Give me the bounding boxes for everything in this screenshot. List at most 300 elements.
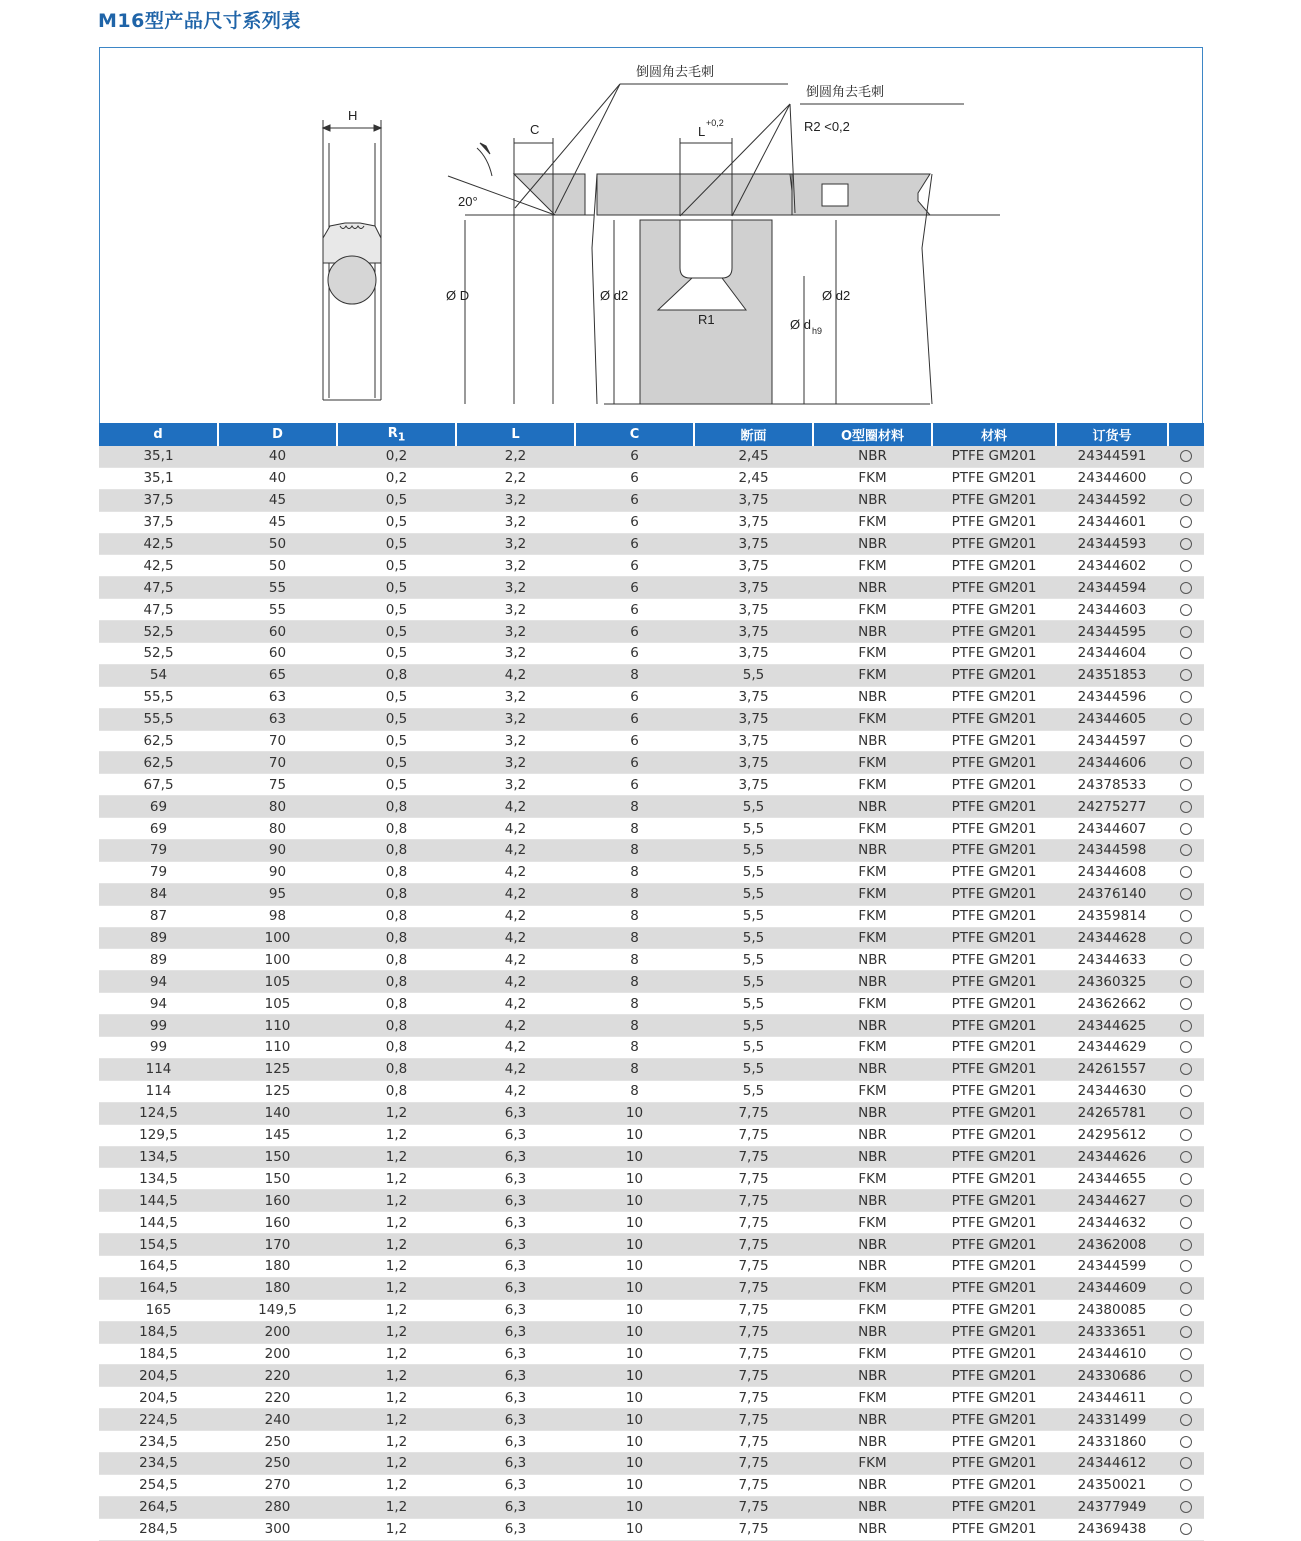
table-cell: NBR (813, 1234, 932, 1256)
table-cell: 70 (218, 730, 337, 752)
table-cell: 4,2 (456, 883, 575, 905)
row-marker (1168, 883, 1204, 905)
table-cell: PTFE GM201 (932, 1365, 1056, 1387)
table-cell: 200 (218, 1321, 337, 1343)
table-cell: 6,3 (456, 1234, 575, 1256)
table-cell: 55,5 (99, 686, 218, 708)
table-cell: 1,2 (337, 1234, 456, 1256)
table-cell: 3,2 (456, 752, 575, 774)
table-cell: 1,2 (337, 1212, 456, 1234)
row-marker (1168, 1124, 1204, 1146)
circle-icon (1180, 669, 1192, 681)
row-marker (1168, 686, 1204, 708)
circle-icon (1180, 516, 1192, 528)
col-header-section: 断面 (694, 423, 813, 446)
table-cell: 0,5 (337, 577, 456, 599)
table-cell: 160 (218, 1212, 337, 1234)
col-header-L: L (456, 423, 575, 446)
table-cell: 3,2 (456, 533, 575, 555)
table-cell: 3,2 (456, 708, 575, 730)
table-cell: 7,75 (694, 1124, 813, 1146)
col-header-C: C (575, 423, 694, 446)
table-cell: 54 (99, 664, 218, 686)
table-cell: 1,2 (337, 1146, 456, 1168)
table-row (99, 1146, 1204, 1168)
circle-icon (1180, 626, 1192, 638)
table-cell: 24344608 (1056, 861, 1168, 883)
table-cell: PTFE GM201 (932, 621, 1056, 643)
table-cell: 8 (575, 949, 694, 971)
table-cell: 4,2 (456, 861, 575, 883)
table-cell: PTFE GM201 (932, 818, 1056, 840)
row-marker (1168, 1168, 1204, 1190)
table-cell: 0,2 (337, 446, 456, 467)
circle-icon (1180, 823, 1192, 835)
table-cell: 1,2 (337, 1299, 456, 1321)
table-cell: 0,5 (337, 752, 456, 774)
table-cell: 184,5 (99, 1321, 218, 1343)
table-cell: 0,2 (337, 467, 456, 489)
table-cell: PTFE GM201 (932, 1102, 1056, 1124)
table-cell: 24344596 (1056, 686, 1168, 708)
table-cell: 6 (575, 774, 694, 796)
table-cell: 220 (218, 1387, 337, 1409)
table-cell: FKM (813, 883, 932, 905)
table-cell: FKM (813, 861, 932, 883)
table-cell: NBR (813, 1409, 932, 1431)
table-cell: 3,75 (694, 511, 813, 533)
table-cell: 7,75 (694, 1496, 813, 1518)
table-cell: 3,75 (694, 533, 813, 555)
table-cell: 67,5 (99, 774, 218, 796)
table-row (99, 1037, 1204, 1059)
row-marker (1168, 1321, 1204, 1343)
table-cell: 3,75 (694, 708, 813, 730)
table-cell: 6 (575, 577, 694, 599)
table-cell: FKM (813, 1212, 932, 1234)
row-marker (1168, 446, 1204, 467)
table-cell: 24344593 (1056, 533, 1168, 555)
row-marker (1168, 467, 1204, 489)
table-cell: PTFE GM201 (932, 1409, 1056, 1431)
table-cell: NBR (813, 1474, 932, 1496)
table-cell: 1,2 (337, 1496, 456, 1518)
table-cell: 5,5 (694, 1015, 813, 1037)
table-cell: NBR (813, 1190, 932, 1212)
table-cell: 10 (575, 1452, 694, 1474)
table-cell: 24377949 (1056, 1496, 1168, 1518)
table-cell: 3,75 (694, 730, 813, 752)
table-cell: 24378533 (1056, 774, 1168, 796)
row-marker (1168, 555, 1204, 577)
circle-icon (1180, 647, 1192, 659)
table-cell: 8 (575, 1037, 694, 1059)
table-cell: 2,45 (694, 467, 813, 489)
table-cell: 1,2 (337, 1474, 456, 1496)
table-cell: 24380085 (1056, 1299, 1168, 1321)
table-cell: 6,3 (456, 1452, 575, 1474)
table-cell: PTFE GM201 (932, 730, 1056, 752)
table-cell: 4,2 (456, 905, 575, 927)
table-cell: 5,5 (694, 840, 813, 862)
table-cell: 1,2 (337, 1343, 456, 1365)
table-cell: NBR (813, 1255, 932, 1277)
table-cell: 6,3 (456, 1146, 575, 1168)
row-marker (1168, 1496, 1204, 1518)
table-cell: 1,2 (337, 1452, 456, 1474)
table-row (99, 971, 1204, 993)
table-cell: 6,3 (456, 1102, 575, 1124)
table-cell: PTFE GM201 (932, 796, 1056, 818)
table-cell: 4,2 (456, 927, 575, 949)
table-cell: 0,8 (337, 664, 456, 686)
table-cell: 94 (99, 971, 218, 993)
table-cell: 164,5 (99, 1255, 218, 1277)
table-cell: 45 (218, 511, 337, 533)
table-cell: PTFE GM201 (932, 1015, 1056, 1037)
label-angle: 20° (458, 194, 478, 209)
table-cell: PTFE GM201 (932, 861, 1056, 883)
row-marker (1168, 1474, 1204, 1496)
circle-icon (1180, 801, 1192, 813)
table-cell: 6 (575, 643, 694, 665)
table-row (99, 1387, 1204, 1409)
table-cell: 7,75 (694, 1409, 813, 1431)
table-cell: PTFE GM201 (932, 533, 1056, 555)
row-marker (1168, 1518, 1204, 1540)
table-cell: 125 (218, 1058, 337, 1080)
table-cell: 24330686 (1056, 1365, 1168, 1387)
table-cell: 6 (575, 533, 694, 555)
table-cell: 0,8 (337, 927, 456, 949)
table-cell: 24344629 (1056, 1037, 1168, 1059)
table-cell: 3,2 (456, 686, 575, 708)
table-cell: FKM (813, 511, 932, 533)
table-cell: 24344605 (1056, 708, 1168, 730)
table-cell: 24350021 (1056, 1474, 1168, 1496)
table-cell: 7,75 (694, 1343, 813, 1365)
circle-icon (1180, 866, 1192, 878)
circle-icon (1180, 538, 1192, 550)
table-cell: 1,2 (337, 1518, 456, 1540)
row-marker (1168, 1234, 1204, 1256)
table-cell: 1,2 (337, 1387, 456, 1409)
row-marker (1168, 840, 1204, 862)
table-cell: 99 (99, 1037, 218, 1059)
row-marker (1168, 752, 1204, 774)
table-cell: 204,5 (99, 1387, 218, 1409)
table-cell: 37,5 (99, 511, 218, 533)
table-cell: NBR (813, 621, 932, 643)
table-cell: 0,5 (337, 708, 456, 730)
table-cell: 37,5 (99, 489, 218, 511)
table-cell: 4,2 (456, 818, 575, 840)
table-cell: 100 (218, 949, 337, 971)
table-cell: 254,5 (99, 1474, 218, 1496)
table-cell: 24344592 (1056, 489, 1168, 511)
table-cell: 110 (218, 1037, 337, 1059)
circle-icon (1180, 494, 1192, 506)
table-cell: 24344625 (1056, 1015, 1168, 1037)
table-row (99, 1474, 1204, 1496)
table-cell: NBR (813, 1321, 932, 1343)
table-cell: 6,3 (456, 1343, 575, 1365)
table-cell: 24360325 (1056, 971, 1168, 993)
table-cell: 94 (99, 993, 218, 1015)
table-cell: 63 (218, 708, 337, 730)
table-cell: 10 (575, 1234, 694, 1256)
table-cell: 60 (218, 643, 337, 665)
row-marker (1168, 1299, 1204, 1321)
table-cell: 8 (575, 664, 694, 686)
table-cell: 24344601 (1056, 511, 1168, 533)
table-cell: 3,75 (694, 621, 813, 643)
table-cell: 1,2 (337, 1365, 456, 1387)
table-cell: 7,75 (694, 1168, 813, 1190)
table-cell: 3,75 (694, 555, 813, 577)
table-cell: NBR (813, 1518, 932, 1540)
table-cell: 80 (218, 818, 337, 840)
table-cell: 8 (575, 1080, 694, 1102)
row-marker (1168, 643, 1204, 665)
label-D: Ø D (446, 288, 470, 303)
table-cell: 180 (218, 1255, 337, 1277)
circle-icon (1180, 1239, 1192, 1251)
table-row (99, 1212, 1204, 1234)
table-header-row (99, 423, 1204, 446)
table-cell: 55,5 (99, 708, 218, 730)
table-cell: 3,75 (694, 774, 813, 796)
table-cell: 150 (218, 1146, 337, 1168)
row-marker (1168, 1146, 1204, 1168)
table-cell: 8 (575, 818, 694, 840)
table-row (99, 599, 1204, 621)
table-row (99, 643, 1204, 665)
table-cell: FKM (813, 1277, 932, 1299)
table-cell: PTFE GM201 (932, 1343, 1056, 1365)
row-marker (1168, 1343, 1204, 1365)
row-marker (1168, 489, 1204, 511)
label-d2-right: Ø d2 (822, 288, 851, 303)
table-cell: PTFE GM201 (932, 1431, 1056, 1453)
row-marker (1168, 905, 1204, 927)
note-deburr-1: 倒圆角去毛刺 (636, 64, 715, 79)
table-cell: 40 (218, 446, 337, 467)
table-cell: 6,3 (456, 1431, 575, 1453)
table-cell: 3,75 (694, 752, 813, 774)
table-cell: 95 (218, 883, 337, 905)
row-marker (1168, 511, 1204, 533)
table-cell: 0,8 (337, 883, 456, 905)
table-row (99, 730, 1204, 752)
table-cell: 3,2 (456, 730, 575, 752)
table-cell: 10 (575, 1190, 694, 1212)
row-marker (1168, 533, 1204, 555)
table-cell: 3,2 (456, 774, 575, 796)
table-cell: 1,2 (337, 1277, 456, 1299)
table-row (99, 774, 1204, 796)
circle-icon (1180, 735, 1192, 747)
table-cell: 24344606 (1056, 752, 1168, 774)
table-cell: NBR (813, 533, 932, 555)
table-cell: 8 (575, 883, 694, 905)
table-cell: 24362662 (1056, 993, 1168, 1015)
row-marker (1168, 818, 1204, 840)
table-cell: 114 (99, 1058, 218, 1080)
technical-drawing (99, 47, 1203, 423)
table-row (99, 1015, 1204, 1037)
table-cell: 6 (575, 599, 694, 621)
table-cell: 10 (575, 1146, 694, 1168)
table-cell: FKM (813, 1037, 932, 1059)
table-cell: 10 (575, 1474, 694, 1496)
table-cell: 24333651 (1056, 1321, 1168, 1343)
table-cell: 8 (575, 796, 694, 818)
label-R2: R2 <0,2 (804, 119, 850, 134)
table-cell: 140 (218, 1102, 337, 1124)
row-marker (1168, 861, 1204, 883)
row-marker (1168, 1102, 1204, 1124)
circle-icon (1180, 604, 1192, 616)
table-cell: 0,5 (337, 730, 456, 752)
table-row (99, 1124, 1204, 1146)
table-cell: 10 (575, 1387, 694, 1409)
table-cell: 5,5 (694, 971, 813, 993)
circle-icon (1180, 1085, 1192, 1097)
table-cell: PTFE GM201 (932, 1277, 1056, 1299)
table-cell: FKM (813, 1387, 932, 1409)
table-cell: PTFE GM201 (932, 883, 1056, 905)
table-row (99, 1343, 1204, 1365)
circle-icon (1180, 757, 1192, 769)
label-d2-left: Ø d2 (600, 288, 629, 303)
table-cell: 69 (99, 796, 218, 818)
row-marker (1168, 1058, 1204, 1080)
table-cell: 6,3 (456, 1518, 575, 1540)
table-cell: 7,75 (694, 1474, 813, 1496)
table-cell: FKM (813, 1452, 932, 1474)
table-cell: PTFE GM201 (932, 1058, 1056, 1080)
table-cell: 47,5 (99, 599, 218, 621)
table-cell: 7,75 (694, 1321, 813, 1343)
table-cell: 1,2 (337, 1321, 456, 1343)
table-cell: 24344595 (1056, 621, 1168, 643)
table-cell: 24275277 (1056, 796, 1168, 818)
table-cell: FKM (813, 643, 932, 665)
table-row (99, 883, 1204, 905)
table-cell: 24344633 (1056, 949, 1168, 971)
table-cell: PTFE GM201 (932, 1168, 1056, 1190)
table-cell: 1,2 (337, 1409, 456, 1431)
table-cell: 4,2 (456, 840, 575, 862)
table-row (99, 993, 1204, 1015)
table-cell: 6,3 (456, 1387, 575, 1409)
table-cell: 62,5 (99, 752, 218, 774)
table-row (99, 840, 1204, 862)
table-cell: 5,5 (694, 993, 813, 1015)
col-header-marker (1168, 423, 1204, 446)
table-cell: 160 (218, 1190, 337, 1212)
table-cell: 1,2 (337, 1124, 456, 1146)
table-cell: 149,5 (218, 1299, 337, 1321)
row-marker (1168, 1212, 1204, 1234)
table-cell: 3,2 (456, 643, 575, 665)
table-cell: 60 (218, 621, 337, 643)
table-cell: 134,5 (99, 1146, 218, 1168)
table-cell: 0,8 (337, 840, 456, 862)
table-cell: 5,5 (694, 949, 813, 971)
table-cell: NBR (813, 1496, 932, 1518)
table-cell: FKM (813, 467, 932, 489)
table-cell: PTFE GM201 (932, 752, 1056, 774)
table-cell: PTFE GM201 (932, 993, 1056, 1015)
table-cell: 0,8 (337, 1058, 456, 1080)
table-cell: 1,2 (337, 1168, 456, 1190)
table-cell: 8 (575, 861, 694, 883)
table-cell: 6 (575, 446, 694, 467)
table-cell: 180 (218, 1277, 337, 1299)
table-row (99, 664, 1204, 686)
table-cell: 6,3 (456, 1212, 575, 1234)
table-cell: 24359814 (1056, 905, 1168, 927)
table-cell: 3,2 (456, 599, 575, 621)
table-cell: 6 (575, 621, 694, 643)
circle-icon (1180, 560, 1192, 572)
table-cell: 6,3 (456, 1124, 575, 1146)
table-cell: 3,75 (694, 599, 813, 621)
table-cell: 105 (218, 971, 337, 993)
table-cell: PTFE GM201 (932, 708, 1056, 730)
table-row (99, 1277, 1204, 1299)
table-cell: 52,5 (99, 643, 218, 665)
table-cell: 8 (575, 905, 694, 927)
circle-icon (1180, 844, 1192, 856)
table-cell: NBR (813, 1124, 932, 1146)
table-cell: PTFE GM201 (932, 1321, 1056, 1343)
housing-right (592, 138, 1000, 404)
table-cell: 5,5 (694, 1058, 813, 1080)
table-row (99, 1058, 1204, 1080)
table-cell: PTFE GM201 (932, 577, 1056, 599)
table-cell: 24344600 (1056, 467, 1168, 489)
table-cell: 3,75 (694, 577, 813, 599)
row-marker (1168, 730, 1204, 752)
table-cell: 5,5 (694, 818, 813, 840)
table-cell: 1,2 (337, 1190, 456, 1212)
table-cell: PTFE GM201 (932, 599, 1056, 621)
table-cell: 24344594 (1056, 577, 1168, 599)
table-cell: 10 (575, 1496, 694, 1518)
table-cell: FKM (813, 599, 932, 621)
circle-icon (1180, 910, 1192, 922)
table-row (99, 708, 1204, 730)
table-cell: 10 (575, 1102, 694, 1124)
table-cell: 7,75 (694, 1277, 813, 1299)
table-cell: 89 (99, 927, 218, 949)
table-cell: 6,3 (456, 1255, 575, 1277)
table-cell: 0,5 (337, 489, 456, 511)
circle-icon (1180, 1260, 1192, 1272)
table-row (99, 752, 1204, 774)
table-cell: 234,5 (99, 1431, 218, 1453)
table-cell: 4,2 (456, 796, 575, 818)
table-cell: 165 (99, 1299, 218, 1321)
table-cell: 4,2 (456, 1058, 575, 1080)
table-cell: 3,2 (456, 577, 575, 599)
table-cell: NBR (813, 796, 932, 818)
table-cell: 7,75 (694, 1255, 813, 1277)
table-cell: 224,5 (99, 1409, 218, 1431)
